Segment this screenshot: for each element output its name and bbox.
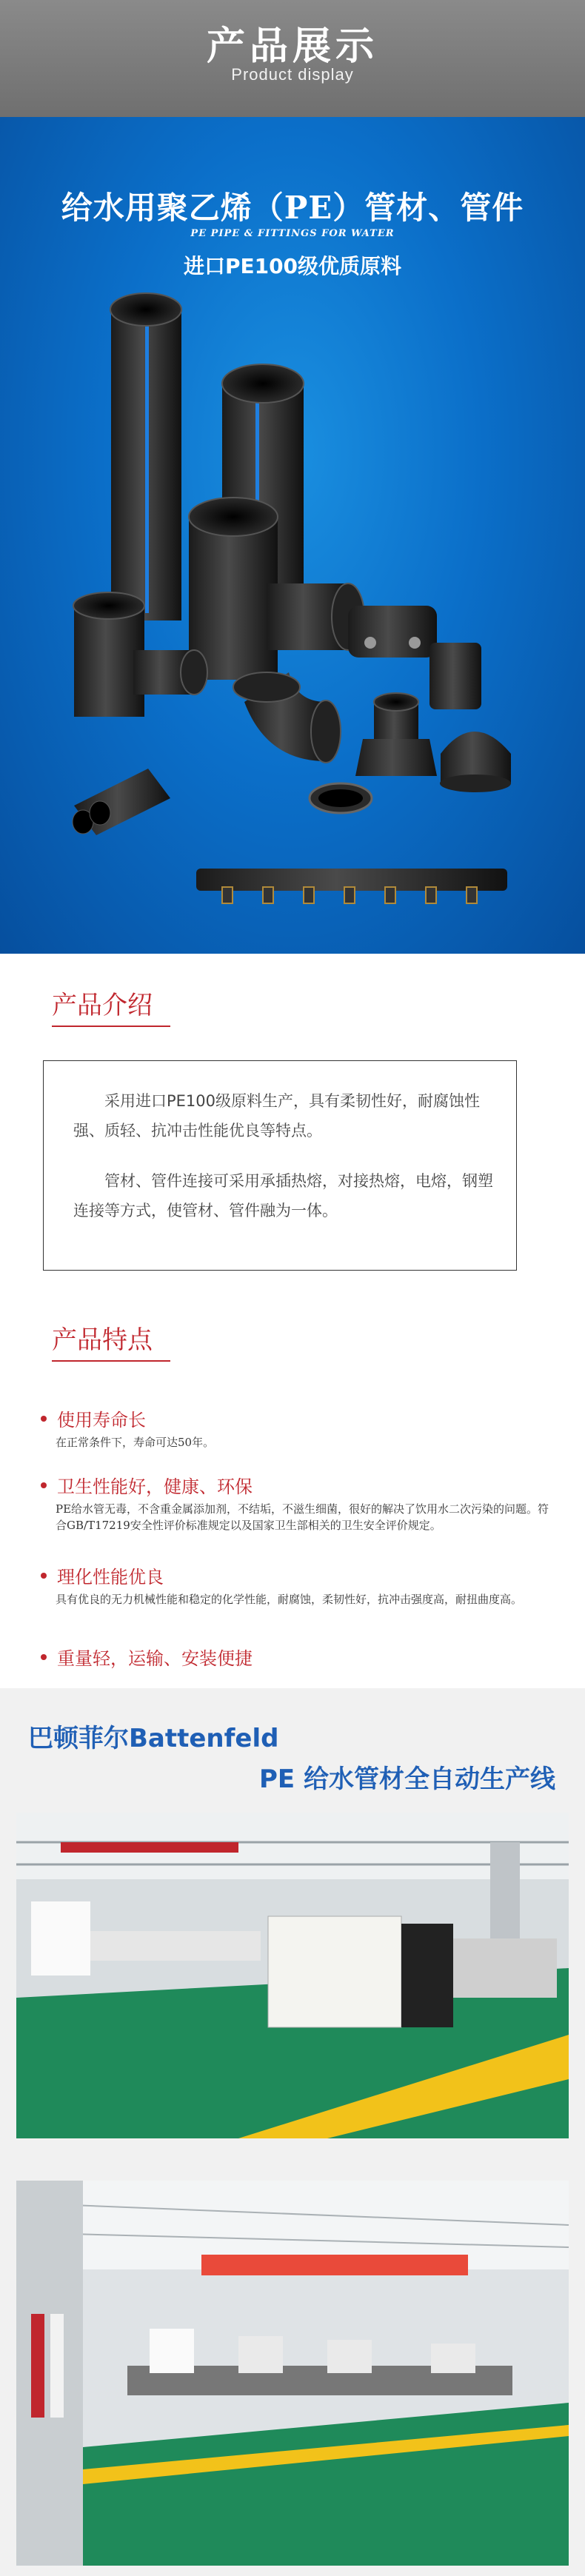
factory-photo-2 (16, 2181, 569, 2566)
hero-subtitle-en: PE PIPE & FITTINGS FOR WATER (190, 228, 395, 239)
factory-title: 巴顿菲尔Battenfeld (28, 1724, 279, 1753)
feature-body: 具有优良的无力机械性能和稳定的化学性能，耐腐蚀，柔韧性好，抗冲击强度高，耐扭曲度高。 (56, 1593, 523, 1606)
feature-title: 卫生性能好，健康、环保 (57, 1476, 253, 1497)
intro-text-box (43, 1060, 517, 1271)
intro-paragraph: 采用进口PE100级原料生产，具有柔韧性好，耐腐蚀性强、质轻、抗冲击性能优良等特点。 (73, 1092, 481, 1140)
feature-title: 使用寿命长 (57, 1410, 146, 1431)
intro-heading: 产品介绍 (52, 991, 153, 1020)
feature-title: 重量轻，运输、安装便捷 (57, 1648, 253, 1669)
bullet-dot (41, 1482, 47, 1488)
bullet-dot (41, 1654, 47, 1660)
intro-heading-underline (52, 1026, 170, 1027)
tee-fitting-large (189, 498, 364, 680)
intro-paragraph: 管材、管件连接可采用承插热熔，对接热熔，电熔，钢塑连接等方式，使管材、管件融为一体。 (73, 1172, 493, 1220)
feature-item (41, 1472, 559, 1533)
production-line-illustration (16, 1813, 569, 2138)
branch-sleeve (73, 769, 170, 835)
hero-subtitle: 进口PE100级优质原料 (183, 254, 402, 278)
bullet-dot (41, 1573, 47, 1579)
feature-title: 理化性能优良 (57, 1567, 164, 1588)
reducer-fitting (355, 693, 437, 776)
features-heading-underline (52, 1360, 170, 1362)
factory-subtitle: PE 给水管材全自动生产线 (259, 1764, 555, 1794)
coupling-ring (310, 783, 372, 813)
page-header (0, 0, 585, 117)
manifold-pipe (196, 869, 507, 903)
pipe-fittings-illustration (0, 287, 585, 954)
feature-body: PE给水管无毒，不含重金属添加剂，不结垢，不滋生细菌，很好的解决了饮用水二次污染的问题。符合GB/T17219安全性评价标准规定以及国家卫生部相关的卫生安全评价规定。 (56, 1502, 549, 1532)
saddle-clamp (348, 606, 481, 709)
factory-photo-1 (16, 1813, 569, 2138)
feature-item (41, 1405, 559, 1451)
tall-pipe-left (110, 293, 181, 620)
feature-body: 在正常条件下，寿命可达50年。 (56, 1436, 215, 1449)
production-hall-illustration (16, 2181, 569, 2566)
tee-fitting-small (73, 592, 207, 717)
hero-title: 给水用聚乙烯（PE）管材、管件 (61, 190, 524, 226)
feature-item (41, 1562, 559, 1608)
feature-item (41, 1644, 559, 1670)
elbow-fitting (233, 672, 341, 763)
page-subtitle: Product display (231, 65, 354, 84)
factory-section (0, 1688, 585, 2576)
features-heading: 产品特点 (52, 1325, 153, 1355)
product-hero-banner (0, 117, 585, 954)
page-title: 产品展示 (206, 24, 378, 69)
bullet-dot (41, 1416, 47, 1422)
end-cap (440, 732, 511, 792)
